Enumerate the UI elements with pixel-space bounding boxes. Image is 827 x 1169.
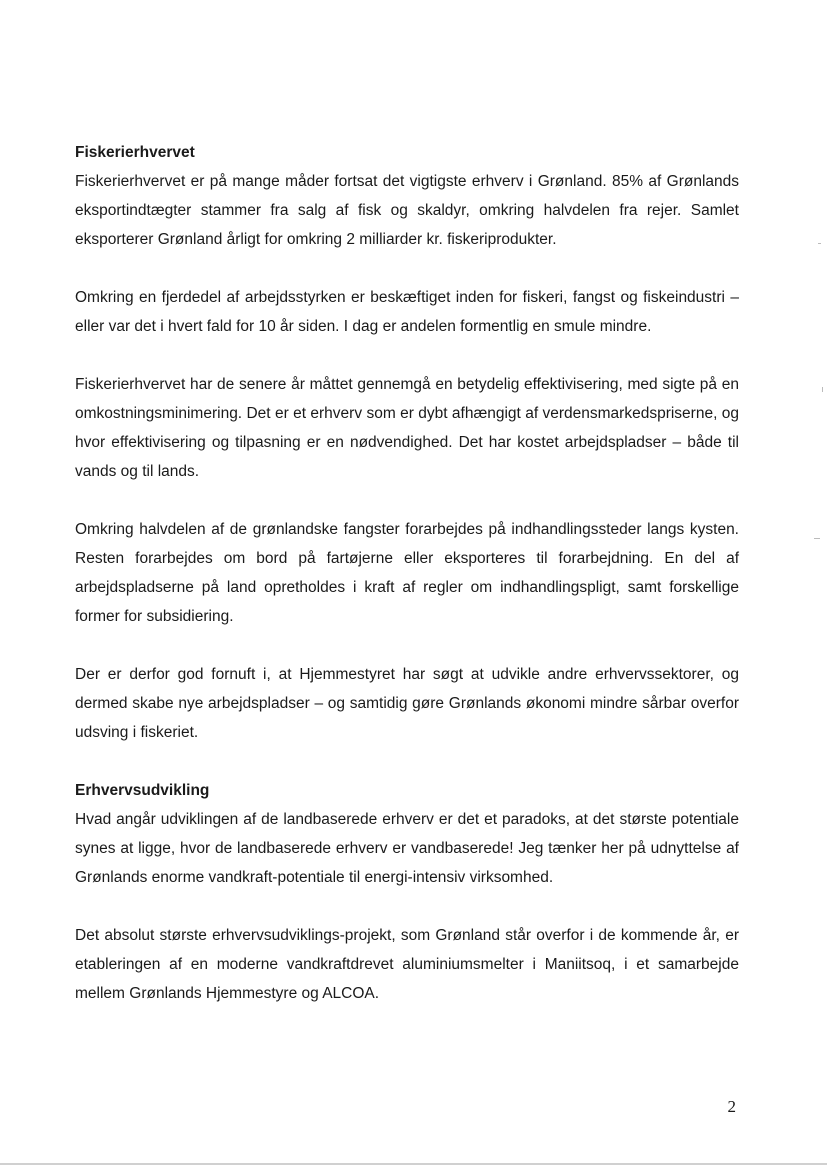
scan-edge-line bbox=[0, 1163, 827, 1165]
paragraph: Der er derfor god fornuft i, at Hjemmestyret har søgt at udvikle andre erhvervssektorer, og dermed skabe nye arbejdspladser – og samtidig gøre Grønlands økonomi mindre sårbar overfor udsving i fiskeriet. bbox=[75, 666, 739, 741]
scan-speck bbox=[822, 387, 823, 392]
section-heading-fiskerierhvervet: Fiskerierhvervet bbox=[75, 144, 195, 161]
paragraph: Fiskerierhvervet er på mange måder fortsat det vigtigste erhverv i Grønland. 85% af Grønlands eksportindtægter stammer fra salg af fisk og skaldyr, omkring halvdelen fra rejer. Samlet eksporterer Grønland årligt for omkring 2 milliarder kr. fiskeriprodukter. bbox=[75, 173, 739, 248]
paragraph: Omkring en fjerdedel af arbejdsstyrken er beskæftiget inden for fiskeri, fangst og fiskeindustri – eller var det i hvert fald for 10 år siden. I dag er andelen formentlig en smule mindre. bbox=[75, 289, 739, 335]
paragraph: Hvad angår udviklingen af de landbaserede erhverv er det et paradoks, at det største potentiale synes at ligge, hvor de landbaserede erhverv er vandbaserede! Jeg tænker her på udnyttelse af Grønlands enorme vandkraft-potentiale til energi-intensiv virksomhed. bbox=[75, 811, 739, 886]
page-number: 2 bbox=[727, 1097, 736, 1116]
scan-speck bbox=[814, 538, 820, 539]
document-body bbox=[75, 138, 739, 1008]
scan-speck bbox=[818, 243, 821, 244]
paragraph: Omkring halvdelen af de grønlandske fangster forarbejdes på indhandlingssteder langs kysten. Resten forarbejdes om bord på fartøjerne eller eksporteres til forarbejdning. En del af arbejdspladserne på land opretholdes i kraft af regler om indhandlingspligt, samt forskellige former for subsidiering. bbox=[75, 521, 739, 625]
paragraph: Det absolut største erhvervsudviklings-projekt, som Grønland står overfor i de kommende år, er etableringen af en moderne vandkraftdrevet aluminiumsmelter i Maniitsoq, i et samarbejde mellem Grønlands Hjemmestyre og ALCOA. bbox=[75, 927, 739, 1002]
section-heading-erhvervsudvikling: Erhvervsudvikling bbox=[75, 782, 210, 799]
paragraph: Fiskerierhvervet har de senere år måttet gennemgå en betydelig effektivisering, med sigte på en omkostningsminimering. Det er et erhverv som er dybt afhængigt af verdensmarkedspriserne, og hvor effektivisering og tilpasning er en nødvendighed. Det har kostet arbejdspladser – både til vands og til lands. bbox=[75, 376, 739, 480]
